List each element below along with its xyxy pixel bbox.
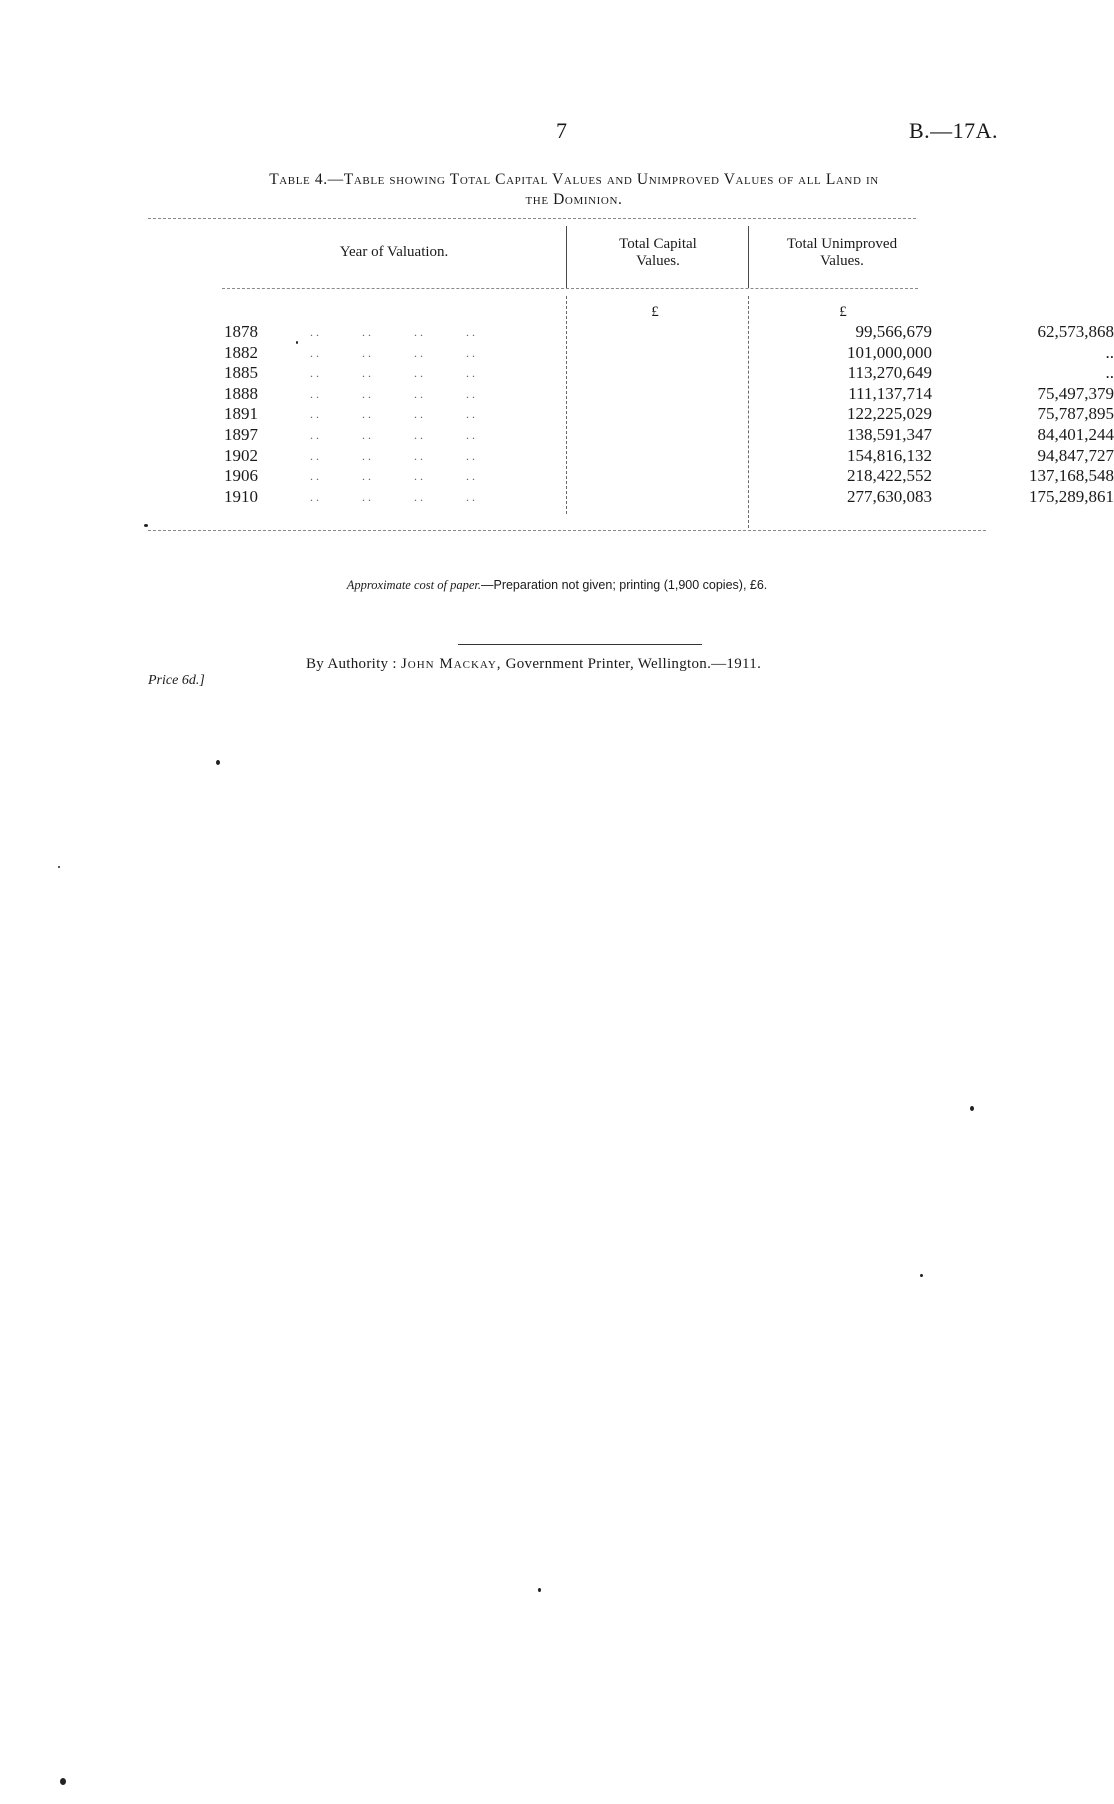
scan-speck: [60, 1778, 66, 1785]
table-row: [224, 363, 1114, 384]
column-header-unimproved: [752, 236, 932, 270]
capital-value-cell: 99,566,679: [855, 322, 932, 341]
scan-speck: [296, 341, 298, 344]
scan-speck: [58, 866, 60, 868]
table-row: [224, 424, 1114, 446]
imprint-suffix: Government Printer, Wellington.—1911.: [505, 656, 762, 672]
unimproved-value-cell: 62,573,868: [1037, 322, 1114, 341]
year-cell: 1891: [224, 404, 258, 424]
table-caption: [146, 170, 1002, 210]
unimproved-value-cell: 84,401,244: [1037, 424, 1114, 444]
dot-leaders: .. .. .. ..: [310, 448, 478, 463]
column-separator: [566, 226, 567, 288]
unimproved-value-cell: 75,787,895: [1037, 404, 1114, 424]
year-cell: 1878: [224, 322, 258, 341]
unimproved-value-cell: ..: [1105, 363, 1114, 383]
table-row: [224, 342, 1114, 364]
capital-value-cell: 101,000,000: [847, 342, 932, 362]
column-header-unimproved-line-1: Total Unimproved: [786, 236, 898, 252]
dot-leaders: .. .. .. ..: [310, 469, 478, 484]
year-cell: 1897: [224, 424, 258, 444]
table-caption-line-1: Table 4.—Table showing Total Capital Values and Unimproved Values of all Land in: [269, 171, 879, 188]
table-bottom-rule: [148, 530, 986, 531]
table-row: [224, 466, 1114, 487]
year-cell: 1910: [224, 486, 258, 506]
dot-leaders: .. .. .. ..: [310, 345, 478, 360]
printer-imprint: [306, 656, 761, 673]
printer-name: John Mackay,: [400, 656, 502, 672]
page-number: 7: [556, 118, 567, 143]
scan-speck: [920, 1274, 923, 1277]
dot-leaders: .. .. .. ..: [310, 489, 478, 504]
unimproved-value-cell: 137,168,548: [1029, 466, 1114, 486]
table-row: [224, 322, 1114, 343]
year-cell: 1888: [224, 383, 258, 403]
currency-unit-capital: £: [651, 304, 659, 320]
unimproved-value-cell: 175,289,861: [1029, 486, 1114, 506]
scan-speck: [538, 1588, 541, 1592]
column-header-unimproved-line-2: Values.: [820, 253, 864, 269]
capital-value-cell: 122,225,029: [847, 404, 932, 424]
paper-reference: B.—17A.: [908, 118, 998, 143]
table-row: [224, 404, 1114, 425]
table-row: [224, 445, 1114, 467]
price: Price 6d.]: [148, 673, 205, 688]
unimproved-value-cell: ..: [1105, 342, 1114, 362]
cost-note: [0, 578, 1114, 593]
table-row: [224, 383, 1114, 405]
column-header-capital-line-2: Values.: [636, 253, 680, 269]
capital-value-cell: 111,137,714: [848, 383, 932, 403]
column-separator: [748, 226, 749, 288]
capital-value-cell: 154,816,132: [847, 445, 932, 465]
scan-speck: [216, 760, 220, 765]
year-cell: 1906: [224, 466, 258, 486]
scan-speck: [144, 524, 148, 527]
year-cell: 1882: [224, 342, 258, 362]
unimproved-value-cell: 75,497,379: [1037, 383, 1114, 403]
table-caption-line-2: the Dominion.: [525, 191, 623, 208]
capital-value-cell: 277,630,083: [847, 486, 932, 506]
dot-leaders: .. .. .. ..: [310, 427, 478, 442]
imprint-rule: [458, 644, 702, 645]
capital-value-cell: 218,422,552: [847, 466, 932, 486]
year-cell: 1885: [224, 363, 258, 383]
cost-note-lead: Approximate cost of paper.: [346, 578, 481, 592]
capital-value-cell: 138,591,347: [847, 424, 932, 444]
capital-value-cell: 113,270,649: [847, 363, 932, 383]
cost-note-text: —Preparation not given; printing (1,900 copies), £6.: [480, 578, 768, 592]
table-top-rule: [148, 218, 916, 219]
unimproved-value-cell: 94,847,727: [1037, 445, 1114, 465]
column-header-year: Year of Valuation.: [339, 244, 449, 260]
currency-unit-unimproved: £: [839, 304, 847, 320]
column-header-capital: [570, 236, 746, 270]
column-header-capital-line-1: Total Capital: [619, 236, 697, 252]
imprint-prefix: By Authority :: [306, 656, 397, 672]
dot-leaders: .. .. .. ..: [310, 407, 478, 422]
dot-leaders: .. .. .. ..: [310, 325, 478, 339]
dot-leaders: .. .. .. ..: [310, 366, 478, 381]
year-cell: 1902: [224, 445, 258, 465]
table-body: [224, 322, 1114, 507]
scan-speck: [970, 1106, 974, 1111]
dot-leaders: .. .. .. ..: [310, 386, 478, 401]
table-header-rule: [222, 288, 918, 289]
table-row: [224, 486, 1114, 508]
